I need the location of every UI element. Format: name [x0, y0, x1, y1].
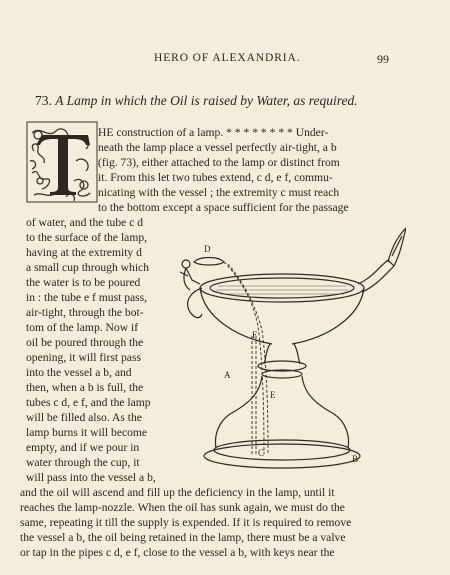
paragraph-line: to the surface of the lamp,	[26, 231, 148, 244]
paragraph-line: opening, it will first pass	[26, 351, 141, 364]
paragraph-line: air-tight, through the bot-	[26, 306, 144, 319]
running-title: HERO OF ALEXANDRIA.	[154, 52, 301, 64]
label-d: D	[204, 244, 211, 254]
paragraph-line: or tap in the pipes c d, e f, close to the vessel a b, with keys near the	[20, 546, 335, 559]
paragraph-line: then, when a b is full, the	[26, 381, 144, 394]
paragraph-line: the vessel a b, the oil being retained in the lamp, there must be a valve	[20, 531, 346, 544]
paragraph-line: tubes c d, e f, and the lamp	[26, 396, 151, 409]
section-heading	[35, 93, 415, 109]
paragraph-line: empty, and if we pour in	[26, 441, 140, 454]
paragraph-line: the water is to be poured	[26, 276, 141, 289]
lamp-illustration	[166, 226, 406, 476]
section-number: 73.	[35, 93, 52, 108]
paragraph-line: into the vessel a b, and	[26, 366, 132, 379]
paragraph-line: will pass into the vessel a b,	[26, 471, 156, 484]
paragraph-line: reaches the lamp-nozzle. When the oil has sunk again, we must do the	[20, 501, 345, 514]
label-f: F	[252, 330, 258, 340]
paragraph-line: oil be poured through the	[26, 336, 144, 349]
paragraph-line: will be filled also. As the	[26, 411, 142, 424]
paragraph-line: of water, and the tube c d	[26, 216, 144, 229]
label-a: A	[224, 370, 231, 380]
label-b: B	[352, 454, 359, 464]
paragraph-line: water through the cup, it	[26, 456, 140, 469]
ornamental-drop-capital	[26, 121, 98, 203]
paragraph-line: having at the extremity d	[26, 246, 142, 259]
paragraph-line: it. From this let two tubes extend, c d, e f, commu-	[98, 171, 333, 184]
paragraph-line: and the oil will ascend and fill up the deficiency in the lamp, until it	[20, 486, 335, 499]
paragraph-line: lamp burns it will become	[26, 426, 148, 439]
paragraph-line: same, repeating it till the supply is expended. If it is required to remove	[20, 516, 352, 529]
dropcap-letter: T	[26, 121, 27, 122]
paragraph-line: HE construction of a lamp. * * * * * * * * Under-	[98, 126, 329, 139]
lamp-figure	[166, 226, 406, 476]
page-number: 99	[377, 52, 389, 66]
paragraph-line: in : the tube e f must pass,	[26, 291, 148, 304]
paragraph-line: to the bottom except a space sufficient for the passage	[98, 201, 349, 214]
paragraph-line: tom of the lamp. Now if	[26, 321, 139, 334]
paragraph-line: nicating with the vessel ; the extremity c must reach	[98, 186, 340, 199]
ornament-illustration	[26, 121, 98, 203]
label-c: C	[258, 448, 265, 458]
paragraph-line: (fig. 73), either attached to the lamp or distinct from	[98, 156, 340, 169]
label-e: E	[270, 390, 276, 400]
paragraph-line: neath the lamp place a vessel perfectly air-tight, a b	[98, 141, 337, 154]
paragraph-line: a small cup through which	[26, 261, 149, 274]
section-title: A Lamp in which the Oil is raised by Water, as required.	[55, 93, 358, 108]
running-head	[0, 52, 450, 68]
